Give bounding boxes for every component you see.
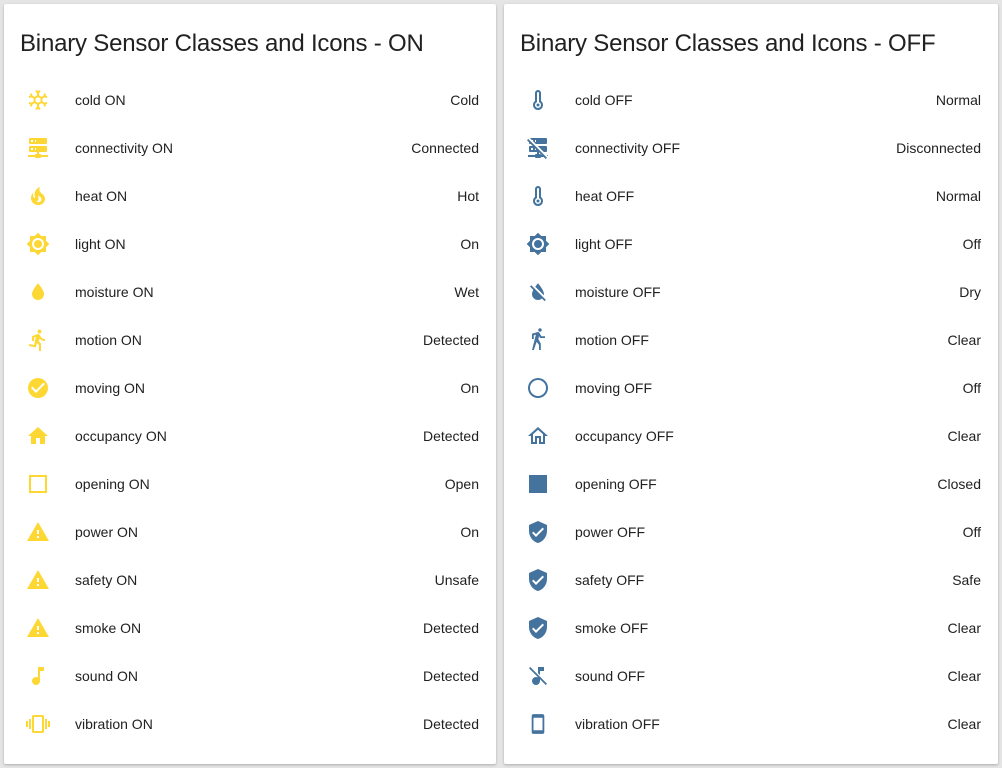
entity-name: motion ON — [75, 332, 142, 348]
run-icon — [26, 328, 50, 352]
shield-check-icon — [526, 568, 550, 592]
entity-row[interactable] — [504, 556, 998, 604]
entity-name: power OFF — [575, 524, 646, 540]
entity-state: Connected — [411, 140, 479, 156]
home-icon — [26, 424, 50, 448]
entity-state: Dry — [959, 284, 981, 300]
card-title: Binary Sensor Classes and Icons - OFF — [520, 30, 936, 57]
entity-state: On — [460, 236, 479, 252]
entity-state: Disconnected — [896, 140, 981, 156]
entity-row[interactable] — [4, 508, 496, 556]
card-binary-sensors-off — [504, 4, 998, 764]
entity-state: Unsafe — [434, 572, 479, 588]
entity-state: On — [460, 524, 479, 540]
music-note-icon — [26, 664, 50, 688]
entity-row[interactable] — [4, 460, 496, 508]
alert-icon — [26, 520, 50, 544]
card-title: Binary Sensor Classes and Icons - ON — [20, 30, 424, 57]
entity-row[interactable] — [4, 604, 496, 652]
entity-name: power ON — [75, 524, 139, 540]
water-off-icon — [526, 280, 550, 304]
entity-state: Detected — [422, 428, 479, 444]
brightness-icon — [526, 232, 550, 256]
water-icon — [26, 280, 50, 304]
entity-name: moving OFF — [575, 380, 653, 396]
entity-row[interactable] — [4, 124, 496, 172]
entity-state: Wet — [454, 284, 479, 300]
entity-name: occupancy OFF — [575, 428, 674, 444]
entity-state: On — [460, 380, 479, 396]
entity-row[interactable] — [504, 268, 998, 316]
entity-state: Detected — [422, 332, 479, 348]
entity-name: light OFF — [575, 236, 633, 252]
entity-name: heat ON — [75, 188, 128, 204]
entity-name: heat OFF — [575, 188, 635, 204]
entity-name: connectivity OFF — [575, 140, 681, 156]
snowflake-icon — [26, 88, 50, 112]
brightness-icon — [26, 232, 50, 256]
checkbox-marked-circle-icon — [26, 376, 50, 400]
fire-icon — [26, 184, 50, 208]
entity-state: Hot — [457, 188, 479, 204]
thermometer-icon — [526, 184, 550, 208]
entity-row[interactable] — [4, 316, 496, 364]
server-network-off-icon — [526, 136, 550, 160]
entity-name: opening OFF — [575, 476, 657, 492]
entity-name: motion OFF — [575, 332, 649, 348]
entity-row[interactable] — [4, 556, 496, 604]
shield-check-icon — [526, 520, 550, 544]
entity-row[interactable] — [4, 700, 496, 748]
entity-row[interactable] — [504, 220, 998, 268]
entity-state: Safe — [952, 572, 981, 588]
entity-row[interactable] — [4, 268, 496, 316]
entity-state: Off — [962, 236, 981, 252]
entity-name: cold OFF — [575, 92, 633, 108]
entity-state: Clear — [947, 716, 981, 732]
shield-check-icon — [526, 616, 550, 640]
entity-row[interactable] — [4, 76, 496, 124]
entity-row[interactable] — [504, 364, 998, 412]
entity-state: Clear — [947, 332, 981, 348]
entity-state: Cold — [450, 92, 479, 108]
entity-row[interactable] — [504, 652, 998, 700]
entity-name: vibration OFF — [575, 716, 660, 732]
entity-state: Open — [444, 476, 479, 492]
entity-name: connectivity ON — [75, 140, 174, 156]
entity-name: moisture OFF — [575, 284, 661, 300]
entity-list — [504, 76, 998, 748]
entity-row[interactable] — [4, 412, 496, 460]
music-note-off-icon — [526, 664, 550, 688]
alert-icon — [26, 568, 50, 592]
entity-state: Detected — [422, 668, 479, 684]
entity-row[interactable] — [4, 364, 496, 412]
cellphone-icon — [526, 712, 550, 736]
entity-state: Normal — [935, 92, 981, 108]
entity-name: light ON — [75, 236, 126, 252]
entity-state: Clear — [947, 668, 981, 684]
entity-row[interactable] — [504, 412, 998, 460]
entity-row[interactable] — [504, 316, 998, 364]
entity-state: Off — [962, 380, 981, 396]
entity-row[interactable] — [504, 508, 998, 556]
square-icon — [526, 472, 550, 496]
entity-name: safety ON — [75, 572, 138, 588]
entity-name: sound ON — [75, 668, 139, 684]
entity-row[interactable] — [4, 652, 496, 700]
entity-name: moisture ON — [75, 284, 154, 300]
entity-row[interactable] — [504, 124, 998, 172]
entity-state: Clear — [947, 620, 981, 636]
entity-row[interactable] — [504, 172, 998, 220]
entity-state: Off — [962, 524, 981, 540]
thermometer-icon — [526, 88, 550, 112]
server-network-icon — [26, 136, 50, 160]
entity-state: Clear — [947, 428, 981, 444]
entity-name: moving ON — [75, 380, 146, 396]
card-binary-sensors-on — [4, 4, 496, 764]
entity-name: smoke OFF — [575, 620, 649, 636]
vibrate-icon — [26, 712, 50, 736]
entity-row[interactable] — [504, 76, 998, 124]
entity-list — [4, 76, 496, 748]
entity-name: opening ON — [75, 476, 150, 492]
checkbox-blank-circle-outline-icon — [526, 376, 550, 400]
alert-icon — [26, 616, 50, 640]
entity-row[interactable] — [4, 220, 496, 268]
entity-name: vibration ON — [75, 716, 153, 732]
entity-state: Closed — [937, 476, 981, 492]
entity-state: Detected — [422, 716, 479, 732]
home-outline-icon — [526, 424, 550, 448]
square-outline-icon — [26, 472, 50, 496]
entity-row[interactable] — [504, 604, 998, 652]
entity-name: smoke ON — [75, 620, 142, 636]
entity-row[interactable] — [504, 700, 998, 748]
entity-name: safety OFF — [575, 572, 645, 588]
entity-name: cold ON — [75, 92, 126, 108]
entity-name: sound OFF — [575, 668, 646, 684]
walk-icon — [526, 328, 550, 352]
entity-row[interactable] — [4, 172, 496, 220]
entity-row[interactable] — [504, 460, 998, 508]
entity-state: Detected — [422, 620, 479, 636]
entity-name: occupancy ON — [75, 428, 167, 444]
entity-state: Normal — [935, 188, 981, 204]
